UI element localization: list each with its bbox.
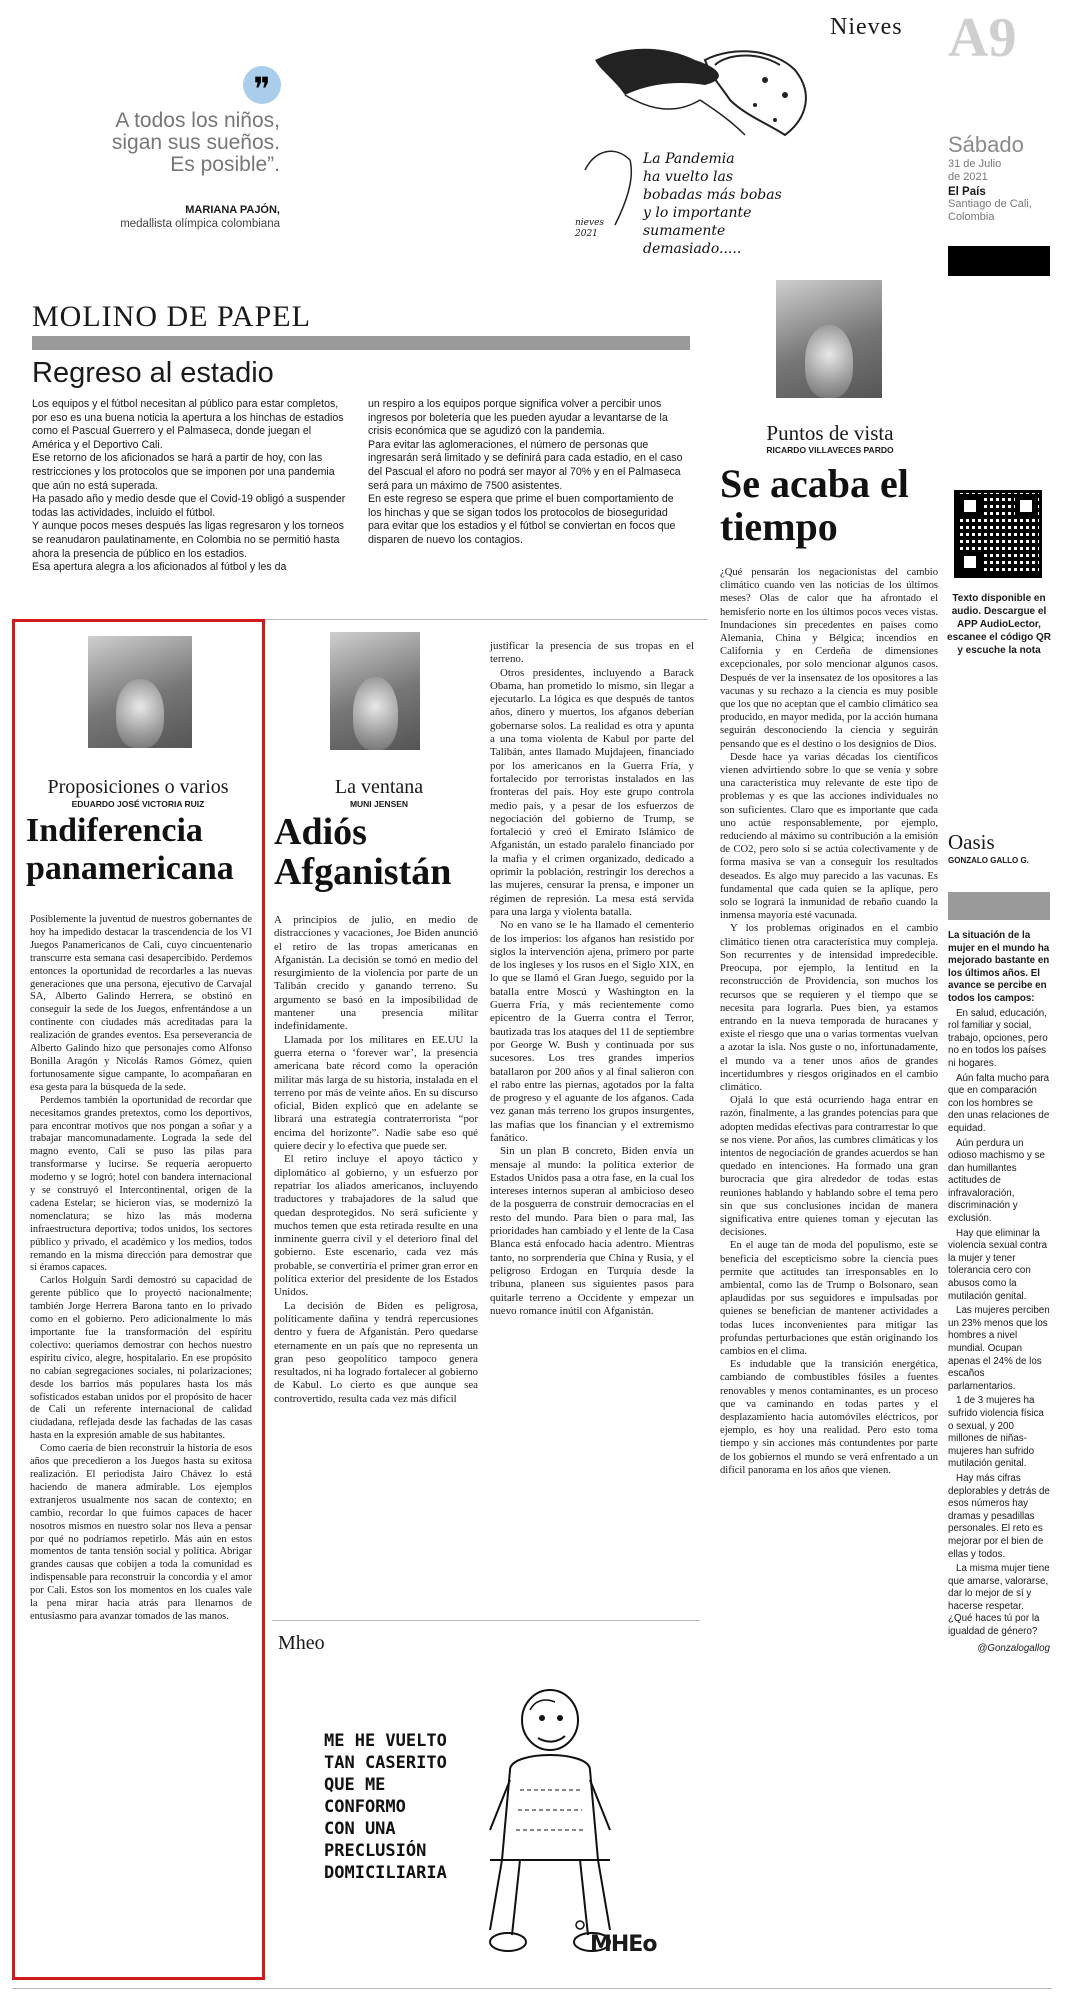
victoria-photo bbox=[88, 636, 192, 748]
puntos-paragraph: ¿Qué pensarán los negacionistas del cambio climático cuando ven las noticias de los últimos meses? Olas de calor que ha afrontado el hemisferio norte en los últimos pocos veces vistas. Inundaciones sin precedentes en países como Alemania, China y Bélgica; incendios en California y en Cerdeña de dimensiones excepcionales, por solo mencionar algunos casos. Después de ver la insensatez de los opositores a las vacunas y su rechazo a la ciencia es muy posible que los que no aceptan que el cambio climático sea producido, en mayor medida, por la acción humana seguirán desconociendo la ciencia y seguirán pensando que es el destino o los designios de Dios. bbox=[720, 567, 938, 750]
masthead-black-bar bbox=[948, 246, 1050, 276]
proposiciones-paragraph: Carlos Holguín Sardi demostró su capacidad de gerente público que lo proyectó nacionalmente; también Jorge Herrera Barona tanto en lo privado como en el gobierno. Pero adicionalmente lo más importante fue la transformación del espíritu colectivo: queríamos demostrar con hechos nuestro espíritu cívico, alegre, hospitalario. En ese propósito no cabían segregaciones sociales, ni polarizaciones; desde los barrios más populares hasta los más sofisticados estaban unidos por el propósito de hacer de Cali un referente internacional de calidad ciudadana, reflejada desde las fachadas de las casas hasta en la expresión amable de sus habitantes. bbox=[30, 1275, 252, 1442]
puntos-paragraph: Y los problemas originados en el cambio climático tienen otra característica muy compleja. Son recurrentes y de intensidad impredecible. Preocupa, por ejemplo, la lentitud en la reconstrucción de Providencia, son muchos los recursos que se requieren y el tiempo que se necesita para lograrla. Pues bien, ya estamos entrando en la nueva temporada de huracanes y existe el riesgo que una o varias tormentas vuelvan a azotar la isla. Nos guste o no, infortunadamente, el mundo va a tener unos años de grandes incertidumbres y riesgos originados en el cambio climático. bbox=[720, 923, 938, 1093]
proposiciones-body bbox=[30, 914, 252, 1624]
oasis-paragraph: La misma mujer tiene que amarse, valorarse, dar lo mejor de sí y hacerse respetar. ¿Qué haces tú por la igualdad de género? bbox=[948, 1563, 1050, 1638]
puntos-body bbox=[720, 566, 938, 1477]
mheo-top-rule bbox=[272, 1620, 700, 1621]
oasis-body bbox=[948, 930, 1050, 1655]
proposiciones-paragraph: Perdemos también la oportunidad de recordar que necesitamos grandes pretextos, como los deportivos, para encontrar motivos que nos pongan a soñar y a trabajar mancomunadamente. Lograda la sede del magno evento, Cali se puso las pilas para transformarse y lucirse. Se requería aeropuerto moderno y se logró; hotel con bandera internacional y se construyó el Intercontinental, origen de la cadena Estelar; se hicieron vías, se modernizó la nomenclatura; se hizo las más moderna infraestructura deportiva; todos unidos, los sectores público y privado, el académico y los medios, todos remando en la misma dirección para demostrar que sí éramos capaces. bbox=[30, 1094, 252, 1274]
qr-code[interactable] bbox=[954, 490, 1042, 578]
puntos-paragraph: En el auge tan de moda del populismo, este se beneficia del escepticismo sobre la ciencia pues permite que actitudes tan irresponsables en lo ambiental, como las de Trump o Bolsonaro, sean aplaudidas por sus seguidores e impulsadas por quienes se benefician de mantener actividades a todas luces inconvenientes para mitigar las profundas perturbaciones que están originando los cambios en el clima. bbox=[720, 1240, 938, 1357]
qr-finder-tr bbox=[1015, 495, 1037, 517]
villaveces-photo bbox=[776, 280, 882, 398]
nieves-caption: La Pandemia ha vuelto las bobadas más bobas y lo importante sumamente demasiado..... bbox=[643, 151, 782, 257]
ventana-paragraph: Otros presidentes, incluyendo a Barack Obama, han prometido lo mismo, sin llegar a ejecutarlo. La lógica es que después de tantos años, dinero y muertos, los afganos deberían gobernarse solos. La realidad es otra y apunta a una toma violenta de Kabul por parte del Talibán, antes llamado Mujdajeen, financiado por los americanos en la Guerra Fría, y fortalecido por terroristas instalados en las fronteras del país. Hoy este grupo controla medio país, y a pesar de los esfuerzos de negociación del gobierno de Trump, se fortaleció y creó el Emirato Islámico de Afganistán, un estado paralelo financiado por la mafia y el crimen organizado, dedicado a oprimir la población, restringir los derechos a las mujeres, censurar la prensa, e imponer un régimen de represión. La mesa está servida para una larga y violenta batalla. bbox=[490, 666, 694, 918]
mheo-cartoon bbox=[280, 1660, 700, 1980]
ventana-paragraph: Llamada por los militares en EE.UU la guerra eterna o ‘forever war’, la presencia americana bate récord como la operación militar más larga de su historia, instalada en el terreno por más de veinte años. En su discurso oficial, Biden explicó que en adelante se librará una estrategia contraterrorista “por encima del horizonte”. Nadie sabe eso qué quiere decir y lo efectiva que puede ser. bbox=[274, 1033, 478, 1153]
oasis-paragraph: En salud, educación, rol familiar y social, trabajo, opciones, pero no en todos los países ni hogares. bbox=[948, 1007, 1048, 1069]
puntos-column-name: Puntos de vista bbox=[766, 421, 894, 445]
ventana-paragraph: justificar la presencia de sus tropas en el terreno. bbox=[490, 640, 694, 666]
proposiciones-column-name: Proposiciones o varios bbox=[47, 776, 229, 798]
qr-text: Texto disponible en audio. Descargue el APP AudioLector, escanee el código QR y escuche la nota bbox=[947, 593, 1051, 656]
day: Sábado bbox=[948, 132, 1024, 157]
editorial-col1: Los equipos y el fútbol necesitan al público para estar completos, por eso es una buena noticia la apertura a los hinchas de estadios como el Pascual Guerrero y el Palmaseca, donde juegan el América y el Deportivo Cali. Ese retorno de los aficionados se hará a partir de hoy, con las restricciones y los protocolos que se imponen por una pandemia que aún no está superada. Ha pasado año y medio desde que el Covid-19 obligó a suspender todas las actividades, incluido el fútbol. Y aunque pocos meses después las ligas regresaron y los torneos se reanudaron paulatinamente, en Colombia no se permitió hasta ahora la presencia de público en los estadios. Esa apertura alegra a los aficionados al fútbol y les da bbox=[32, 398, 346, 574]
ventana-author: MUNI JENSEN bbox=[349, 799, 409, 809]
oasis-paragraph: Hay más cifras deplorables y detrás de esos números hay dramas y pesadillas personales. El reto es mejorar por el bien de ellas y todos. bbox=[948, 1472, 1050, 1560]
editorial-col2: un respiro a los equipos porque significa volver a percibir unos ingresos por boletería que les pueden ayudar a levantarse de la crisis económica que se agudizó con la pandemia. Para evitar las aglomeraciones, el número de personas que ingresarán será limitado y se definirá para cada estadio, en el caso del Pascual el aforo no podrá ser mayor al 70% y en el Palmaseca será para un máximo de 7500 asistentes. En este regreso se espera que prime el buen comportamiento de los hinchas y que se sigan todos los protocolos de bioseguridad para evitar que los estadios y el fútbol se conviertan en focos que disparen de nuevo los contagios. bbox=[368, 398, 683, 546]
section-title: MOLINO DE PAPEL bbox=[32, 300, 311, 333]
oasis-title: Oasis bbox=[948, 830, 995, 854]
qr-finder-tl bbox=[959, 495, 981, 517]
page-bottom-rule bbox=[12, 1988, 1052, 1989]
ventana-paragraph: Sin un plan B concreto, Biden envía un mensaje al mundo: la política exterior de Estados Unidos pasa a otra fase, en la cual los intereses internos superan al ambicioso deseo de la posguerra de construir democracias en el resto del mundo. Para bien o para mal, las prioridades han cambiado y el lente de la Casa Blanca está enfocado hacia adentro. Mientras tanto, no sorprendería que China y Rusia, y el peligroso Erdogan en Turquía desde la tribuna, planeen sus siguientes pasos para quitarle terreno a Occidente y empezar un nuevo romance inútil con Afganistán. bbox=[490, 1145, 694, 1317]
oasis-paragraph: Aún perdura un odioso machismo y se dan humillantes actitudes de infravaloración, discriminación y exclusión. bbox=[948, 1137, 1045, 1225]
ventana-paragraph: No en vano se le ha llamado el cementerio de los imperios: los afganos han resistido por siglos la intervención ajena, primero por parte de los ingleses y los rusos en el Siglo XIX, en lo que se llamó el Gran Juego, seguido por la batalla entre Moscú y Washington en la Guerra Fría, y más recientemente como epicentro de la Guerra contra el Terror, bautizada tras los ataques del 11 de septiembre por George W. Bush y continuada por sus sucesores. Los tres grandes imperios batallaron por 200 años y al final salieron con el rabo entre las piernas, agotados por la falta de progreso y el aguante de los afganos. Cada vez ganan más terreno los grupos insurgentes, las mafias que los financian y el extremismo fanático. bbox=[490, 919, 694, 1144]
proposiciones-paragraph: Posiblemente la juventud de nuestros gobernantes de hoy ha impedido destacar la trascendencia de los VI Juegos Panamericanos de Cali, cuyo cincuentenario transcurre esta semana casi desapercibido. Perdemos entonces la oportunidad de recordarles a las nuevas generaciones que una persona, ejecutivo de Carvajal SA, Alberto Galindo Herrera, se obstinó en conseguir la sede de los Juegos, enfrentándose a un continente con ciudades más acreditadas para la realización de grandes eventos. Esa perseverancia de Alberto Galindo hizo que personajes como Alfonso Bonilla Aragón y Nicolás Ramos Gómez, quien fortunosamente sigue campante, lo acompañaran en esa gesta para la búsqueda de la sede. bbox=[30, 914, 252, 1093]
proposiciones-headline: Indiferencia panamericana bbox=[26, 812, 234, 887]
mheo-title: Mheo bbox=[278, 1632, 325, 1654]
ventana-body bbox=[274, 914, 478, 1406]
masthead-date-block bbox=[948, 132, 1068, 224]
mheo-signature: MHEo bbox=[590, 1932, 657, 1957]
oasis-bar bbox=[948, 892, 1050, 920]
oasis-paragraph: Aún falta mucho para que en comparación con los hombres se den unas relaciones de equidad. bbox=[948, 1072, 1050, 1134]
oasis-handle: @Gonzalogallog bbox=[977, 1642, 1050, 1654]
mheo-speech-text: ME HE VUELTO TAN CASERITO QUE ME CONFORMO CON UNA PRECLUSIÓN DOMICILIARIA bbox=[324, 1731, 447, 1883]
ventana-paragraph: A principios de julio, en medio de distracciones y vacaciones, Joe Biden anunció el retiro de las tropas americanas en Afganistán. La decisión se tomó en medio del resurgimiento de la violencia por parte de un Talibán crecido y ganando terreno. Su argumento se basó en la imposibilidad de mantener una presencia militar indefinidamente. bbox=[274, 914, 478, 1033]
nieves-cartoon bbox=[555, 40, 825, 275]
ventana-column-name: La ventana bbox=[334, 776, 424, 798]
section-name: Nieves bbox=[830, 14, 903, 40]
ventana-paragraph: La decisión de Biden es peligrosa, políticamente dañina y tendrá repercusiones dentro y fuera de Afganistán. Pero quedarse eternamente en un país que no representa un gran peso geopolítico tampoco genera resultados, ni ha logrado fortalecer al gobierno de Kabul. Lo cierto es que aunque sea controvertido, resulta cada vez más difícil bbox=[274, 1299, 478, 1405]
oasis-paragraph: Hay que eliminar la violencia sexual contra la mujer y tener tolerancia cero con abusos como la mutilación genital. bbox=[948, 1227, 1048, 1302]
nieves-signature: nieves 2021 bbox=[575, 218, 605, 239]
ventana-headline: Adiós Afganistán bbox=[274, 811, 452, 893]
quote-author-role: medallista olímpica colombiana bbox=[120, 218, 280, 230]
page-number: A9 bbox=[948, 7, 1017, 69]
city: Santiago de Cali, Colombia bbox=[948, 198, 1032, 223]
qr-finder-bl bbox=[959, 551, 981, 573]
ventana-paragraph: El retiro incluye el apoyo táctico y diplomático al gobierno, y un esfuerzo por repatriar los aliados americanos, incluyendo traductores y trabajadores de la salud que quedan desprotegidos. No será suficiente y muchos temen que esta retirada resulte en una inminente guerra civil y el deterioro final del gobierno. Este escenario, cada vez más probable, se convertiría el primer gran error en política exterior del presidente de los Estados Unidos. bbox=[274, 1153, 478, 1299]
ventana-body-continued bbox=[490, 640, 694, 1318]
quote-author: MARIANA PAJÓN, bbox=[185, 204, 280, 216]
puntos-paragraph: Ojalá lo que está ocurriendo haga entrar en razón, finalmente, a las grandes potencias para que adopten medidas efectivas para contrarrestar lo que se nos viene. Por años, las cumbres climáticas y los intentos de negociación de grandes acuerdos se han quedado en intenciones. Ha formado una gran burocracia que gira alrededor de todas estas reuniones hablando y hablando sobre el tema pero sin que sus conclusiones incidan de manera significativa entre quienes toman y ejecutan las decisiones. bbox=[720, 1095, 939, 1239]
section-title-rule bbox=[32, 336, 690, 350]
quote-mark-icon: ❞ bbox=[243, 66, 281, 104]
puntos-headline: Se acaba el tiempo bbox=[720, 461, 909, 549]
oasis-author: GONZALO GALLO G. bbox=[948, 856, 1029, 865]
paper-name: El País bbox=[948, 186, 986, 198]
editorial-headline: Regreso al estadio bbox=[32, 357, 274, 389]
proposiciones-author: EDUARDO JOSÉ VICTORIA RUIZ bbox=[71, 799, 205, 809]
quote-text: A todos los niños, sigan sus sueños. Es posible”. bbox=[111, 109, 280, 176]
oasis-paragraph: Las mujeres perciben un 23% menos que los hombres a nivel mundial. Ocupan apenas el 24% de los escaños parlamentarios. bbox=[948, 1305, 1050, 1392]
jensen-photo bbox=[330, 632, 420, 750]
puntos-paragraph: Desde hace ya varias décadas los científicos vienen advirtiendo sobre lo que se venía y sobre una característica muy relevante de este tipo de problemas y es que las acciones individuales no son suficientes. Claro que es importante que cada uno actúe responsablemente, por ejemplo, reduciendo al máximo su contribución a la emisión de CO2, pero solo si se actúa colectivamente y de forma masiva se van a conseguir los resultados deseados. Es algo muy parecido a las vacunas. Es fundamental que cada quien se la aplique, pero solo se logrará la inmunidad de rebaño cuando la inmensa mayoría esté vacunada. bbox=[720, 751, 938, 922]
proposiciones-paragraph: Como caería de bien reconstruir la historia de esos años que precedieron a los Juegos hasta su exitosa realización. El periodista Jairo Chávez lo está haciendo de manera admirable. Los ejemplos extranjeros usualmente nos sacan de contexto; en cambio, recordar lo que fuimos capaces de hacer nosotros mismos en nuestro solar nos lleva a pensar por qué no podríamos repetirlo. Más aún en estos momentos de tanta tensión social y política. Abrigar grandes causas que cobijen a toda la comunidad es indispensable para reconstruir la concordia y el amor por Cali. Estos son los momentos en los cuales vale la pena mirar hacia atrás para llenarnos de entusiasmo para avanzar tomados de las manos. bbox=[30, 1443, 252, 1622]
date: 31 de Julio de 2021 bbox=[948, 158, 1002, 183]
oasis-lead: La situación de la mujer en el mundo ha mejorado bastante en los últimos años. El avance se percibe en todos los campos: bbox=[948, 930, 1050, 1004]
mheo-drawing bbox=[450, 1680, 650, 1970]
puntos-paragraph: Es indudable que la transición energética, cambiando de combustibles fósiles a fuentes renovables y menos contaminantes, es un proceso que va caminando en todas partes y el desplazamiento hacia automóviles eléctricos, por ejemplo, es hoy una realidad. Pero esto toma tiempo y sin acciones más contundentes por parte de los gobiernos el mundo se verá enfrentado a un difícil panorama en los años que vienen. bbox=[720, 1359, 938, 1476]
puntos-author: RICARDO VILLAVECES PARDO bbox=[766, 445, 894, 455]
oasis-paragraph: 1 de 3 mujeres ha sufrido violencia física o sexual, y 200 millones de niñas-mujeres han sufrido mutilación genital. bbox=[948, 1395, 1044, 1470]
